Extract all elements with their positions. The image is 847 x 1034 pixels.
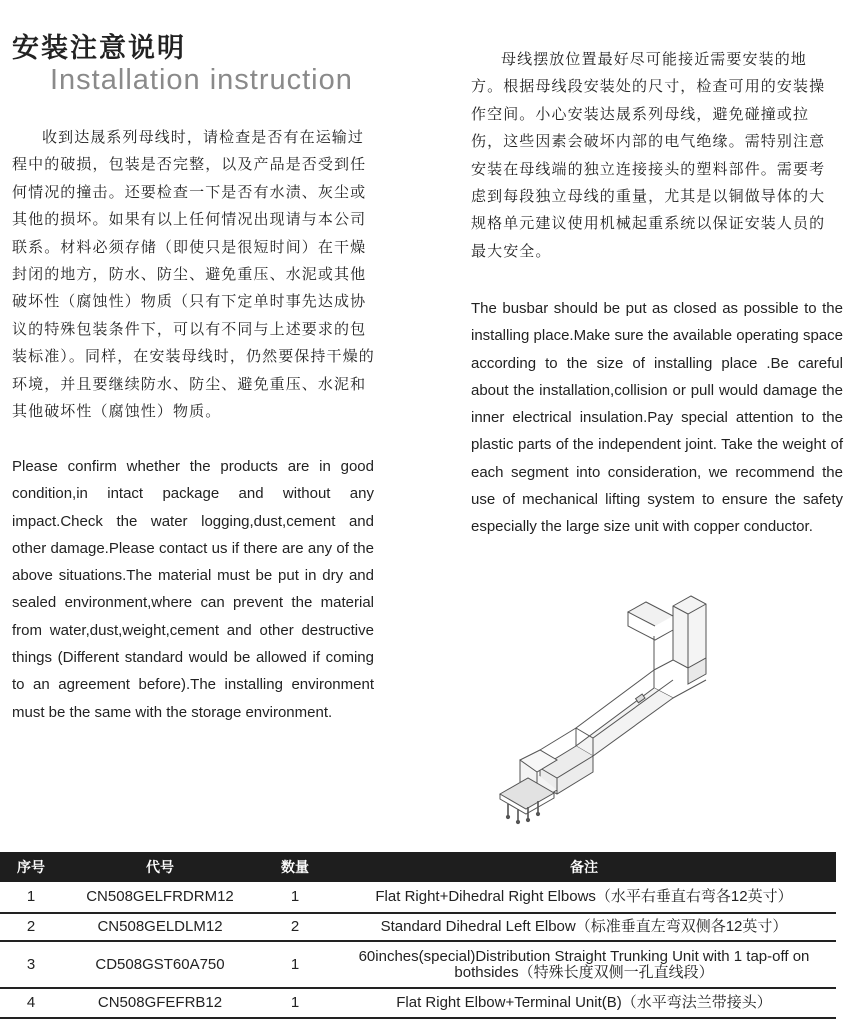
row-qty: 1 [258,882,332,913]
header-code: 代号 [62,852,258,882]
header-remark: 备注 [332,852,836,882]
row-code: CN508GELDLM12 [62,913,258,941]
row-qty: 1 [258,941,332,988]
row-no: 3 [0,941,62,988]
header-no: 序号 [0,852,62,882]
row-qty: 2 [258,913,332,941]
left-en-paragraph: Please confirm whether the products are in good condition,in intact package and without any impact.Check the water logging,dust,cement and other damage.Please contact us if there are any of the above situations.The material must be put in dry and sealed environment,where can prevent the material from water,dust,weight,cement and other destructive things (Different standard would be allowed if coming to an agreement before).The installing environment must be the same with the storage environment. [12,458,374,721]
busbar-trunking-diagram-icon [478,588,738,828]
row-remark: Standard Dihedral Left Elbow（标准垂直左弯双侧各12英寸） [332,913,836,941]
left-cn-text: 收到达晟系列母线时，请检查是否有在运输过程中的破损，包装是否完整，以及产品是否受到任何情况的撞击。还要检查一下是否有水渍、灰尘或其他的损坏。如果有以上任何情况出现请与本公司联系。材料必须存储（即使只是很短时间）在干燥封闭的地方，防水、防尘、避免重压、水泥或其他破坏性（腐蚀性）物质（只有下定单时事先达成协议的特殊包装条件下，可以有不同与上述要求的包装标准）。同样，在安装母线时，仍然要保持干燥的环境，并且要继续防水、防尘、避免重压、水泥和其他破坏性（腐蚀性）物质。 [12,128,375,421]
header-qty: 数量 [258,852,332,882]
row-no: 1 [0,882,62,913]
row-remark: 60inches(special)Distribution Straight Trunking Unit with 1 tap-off on bothsides（特殊长度双侧一孔直线段） [332,941,836,988]
row-no: 4 [0,988,62,1018]
right-cn-text: 母线摆放位置最好尽可能接近需要安装的地方。根据母线段安装处的尺寸，检查可用的安装操作空间。小心安装达晟系列母线，避免碰撞或拉伤，这些因素会破坏内部的电气绝缘。需特别注意安装在母线端的独立连接接头的塑料部件。需要考虑到每段独立母线的重量，尤其是以铜做导体的大规格单元建议使用机械起重系统以保证安装人员的最大安全。 [471,50,826,260]
row-no: 2 [0,913,62,941]
row-remark: Flat Right Elbow+Terminal Unit(B)（水平弯法兰带接头） [332,988,836,1018]
page-title-cn: 安装注意说明 [12,33,186,64]
row-code: CN508GFEFRB12 [62,988,258,1018]
table-row [0,913,836,941]
page-title-en: Installation instruction [50,64,353,96]
parts-table [0,852,836,1019]
table-row [0,882,836,913]
table-row [0,988,836,1018]
left-cn-paragraph [12,124,378,425]
table-header-row [0,852,836,882]
right-cn-paragraph [471,46,839,265]
row-code: CD508GST60A750 [62,941,258,988]
row-remark: Flat Right+Dihedral Right Elbows（水平右垂直右弯各12英寸） [332,882,836,913]
row-code: CN508GELFRDRM12 [62,882,258,913]
table-row [0,941,836,988]
row-qty: 1 [258,988,332,1018]
right-en-paragraph: The busbar should be put as closed as possible to the installing place.Make sure the available operating space according to the size of installing place .Be careful about the installation,collision or pull would damage the inner electrical insulation.Pay special attention to the plastic parts of the independent joint. Take the weight of each segment into consideration, we recommend the use of mechanical lifting system to ensure the safety especially the large size unit with copper conductor. [471,300,843,536]
